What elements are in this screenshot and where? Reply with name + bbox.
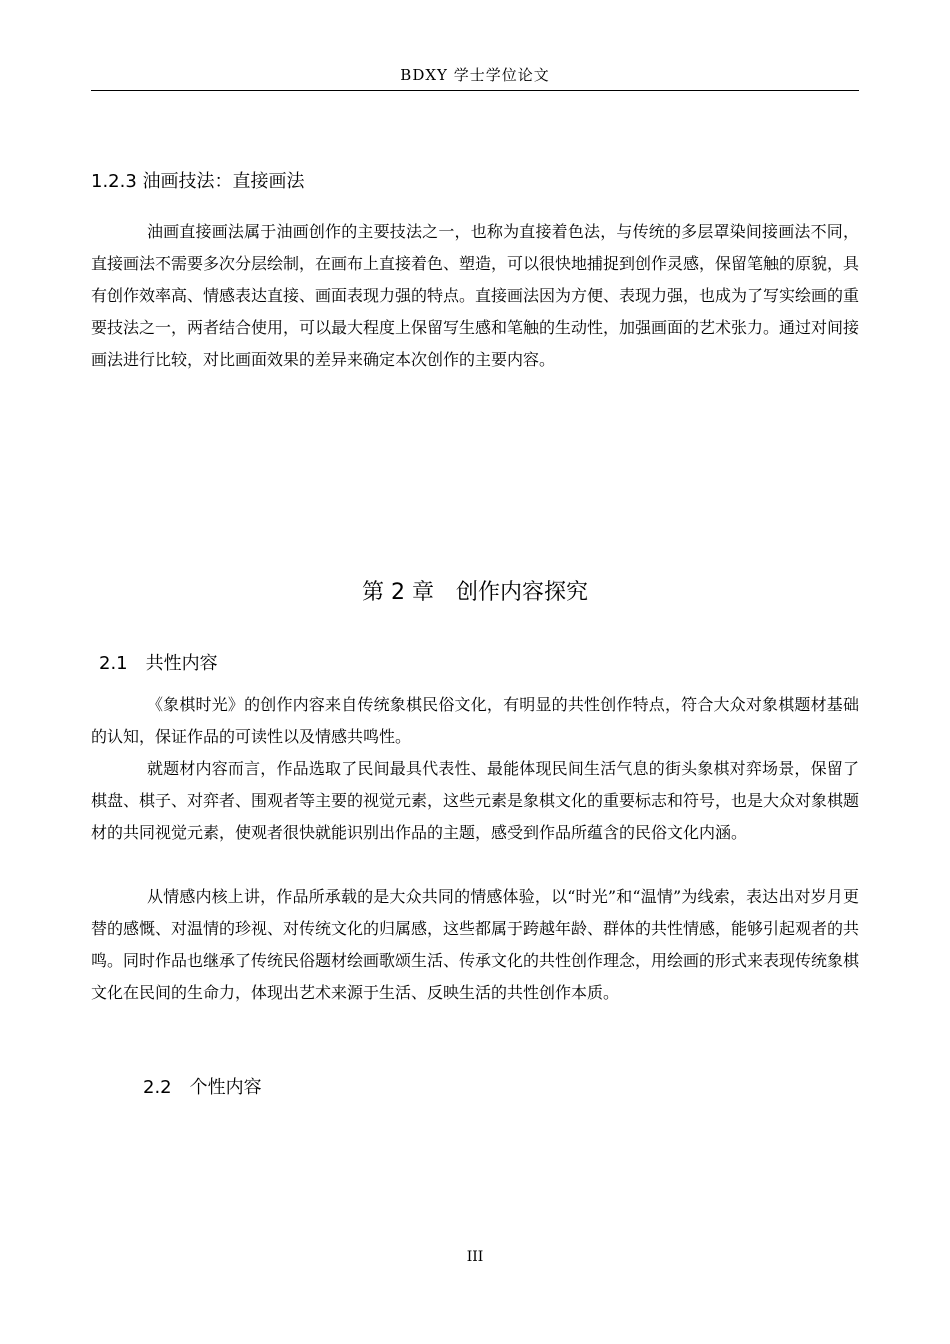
- running-header: BDXY 学士学位论文: [400, 66, 550, 84]
- section-heading-1-2-3: 1.2.3 油画技法：直接画法: [91, 171, 305, 192]
- section-heading-2-1: 2.1 共性内容: [99, 653, 218, 674]
- paragraph: 油画直接画法属于油画创作的主要技法之一，也称为直接着色法，与传统的多层罩染间接画法不同，直接画法不需要多次分层绘制，在画布上直接着色、塑造，可以很快地捕捉到创作灵感，保留笔触的原貌，具有创作效率高、情感表达直接、画面表现力强的特点。直接画法因为方便、表现力强，也成为了写实绘画的重要技法之一，两者结合使用，可以最大程度上保留写生感和笔触的生动性，加强画面的艺术张力。通过对间接画法进行比较，对比画面效果的差异来确定本次创作的主要内容。: [91, 222, 860, 369]
- paragraph: 《象棋时光》的创作内容来自传统象棋民俗文化，有明显的共性创作特点，符合大众对象棋题材基础的认知，保证作品的可读性以及情感共鸣性。: [91, 695, 859, 746]
- section-heading-2-2: 2.2 个性内容: [143, 1077, 262, 1098]
- paragraph: 从情感内核上讲，作品所承载的是大众共同的情感体验，以“时光”和“温情”为线索，表达出对岁月更替的感慨、对温情的珍视、对传统文化的归属感，这些都属于跨越年龄、群体的共性情感，能够引起观者的共鸣。同时作品也继承了传统民俗题材绘画歌颂生活、传承文化的共性创作理念，用绘画的形式来表现传统象棋文化在民间的生命力，体现出艺术来源于生活、反映生活的共性创作本质。: [91, 887, 860, 1002]
- page-number: III: [466, 1249, 484, 1265]
- header-rule: [91, 90, 859, 91]
- paragraph: 就题材内容而言，作品选取了民间最具代表性、最能体现民间生活气息的街头象棋对弈场景，保留了棋盘、棋子、对弈者、围观者等主要的视觉元素，这些元素是象棋文化的重要标志和符号，也是大众对象棋题材的共同视觉元素，使观者很快就能识别出作品的主题，感受到作品所蕴含的民俗文化内涵。: [91, 759, 860, 842]
- chapter-title: 第 2 章 创作内容探究: [362, 580, 588, 605]
